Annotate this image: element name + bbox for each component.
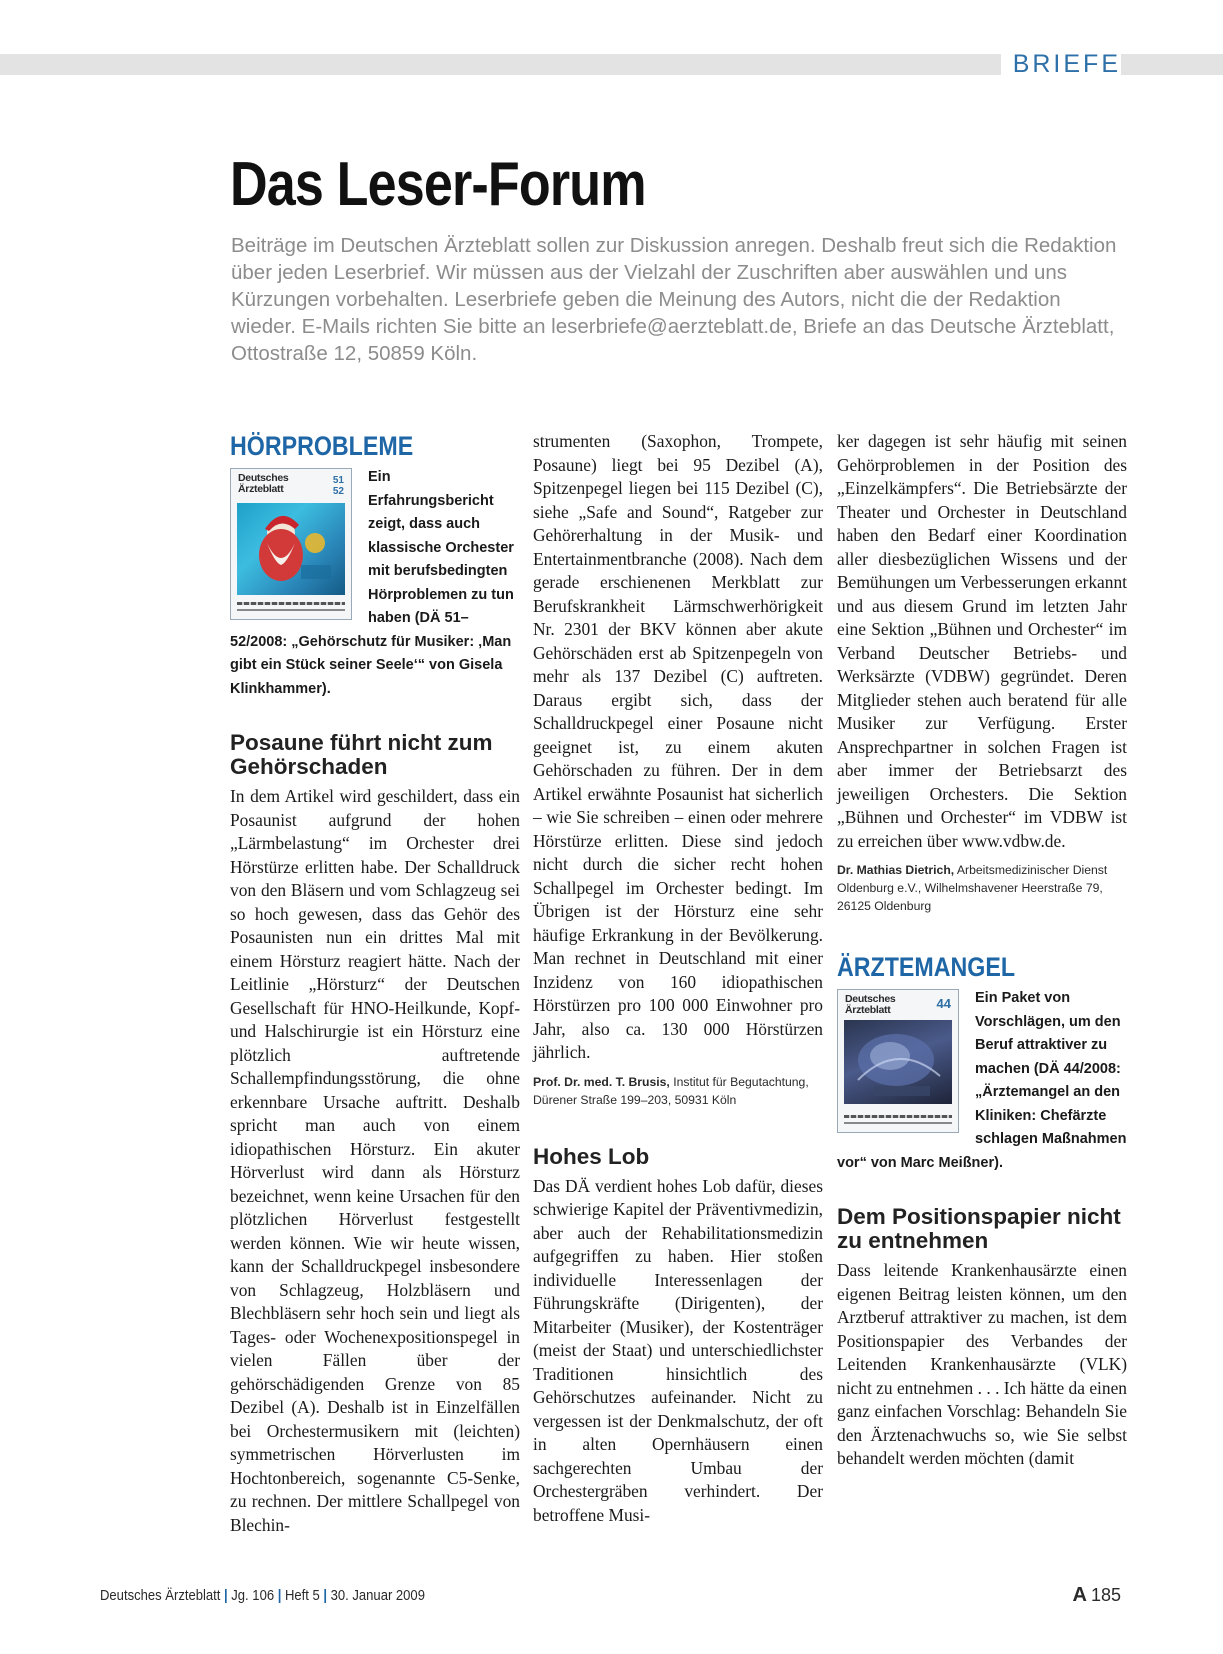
cover-illustration [237, 503, 345, 595]
topic-teaser-block [837, 987, 1127, 1175]
magazine-cover-thumbnail [837, 989, 959, 1133]
column-2 [533, 430, 823, 1527]
letter-heading: Hohes Lob [533, 1143, 650, 1169]
footer-date: 30. Januar 2009 [330, 1588, 425, 1604]
topic-kicker: ÄRZTEMANGEL [837, 952, 1016, 982]
section-label: BRIEFE [1001, 49, 1121, 79]
letter-signature [533, 1073, 823, 1109]
column-3 [837, 430, 1127, 1471]
letter-signature [837, 861, 1127, 915]
topic-teaser: Ein Erfahrungsbericht zeigt, dass auch klassische Orchester mit berufsbedingten Hörproblemen zu tun haben (DÄ 51–52/2008: „Gehörschutz für Musiker: ‚Man gibt ein Stück seiner Seele‘“ von Gisela Klinkhammer). [230, 469, 514, 697]
page-number: 185 [1090, 1585, 1121, 1605]
cover-brand: Deutsches Ärzteblatt [238, 472, 289, 495]
letter-body: Dass leitende Krankenhausärzte einen eigenen Beitrag leisten können, um den Arztberuf attraktiver zu machen, ist dem Positionspapier des Verbandes der Leitenden Krankenhausärzte (VLK) nicht zu entnehmen . . . Ich hätte da einen ganz einfachen Vorschlag: Behandeln Sie den Ärztenachwuchs so, wie Sie selbst behandelt werden möchten (damit [837, 1260, 1127, 1468]
footer-volume: Jg. 106 [231, 1588, 275, 1604]
cover-bar [844, 1122, 952, 1124]
author-name: Prof. Dr. med. T. Brusis, [533, 1074, 670, 1089]
letter-body: In dem Artikel wird geschildert, dass ein Posaunist aufgrund der hohen „Lärmbelastung“ im Orchester drei Hörstürze erlitten habe. Der Schalldruck von den Bläsern und vom Schlagzeug sei so hoch gewesen, dass das Gehör des Posaunisten nun ein drittes Mal mit einem Hörsturz reagiert hätte. Nach der Leitlinie „Hörsturz“ der Deutschen Gesellschaft für HNO-Heilkunde, Kopf- und Halschirurgie ist ein Hörsturz eine plötzlich auftretende Schallempfindungsstörung, die ohne erkennbare Ursache auftritt. Deshalb spricht man auch von einem idiopathischen Hörsturz. Ein akuter Hörverlust wird dann als Hörsturz bezeichnet, wenn keine Ursachen für den plötzlichen Hörverlust festgestellt werden können. Wie wir heute wissen, kann der Schalldruckpegel insbesondere von Schlagzeug, Holzbläsern und Blechbläsern sehr hoch sein und liegt als Tages- oder Wochenexpositionspegel in vielen Fällen über der gehörschädigenden Grenze von 85 Dezibel (A). Deshalb ist in Einzelfällen bei Orchestermusikern mit (leichten) symmetrischen Hörverlusten im Hochtonbereich, sogenannte C5-Senke, zu rechnen. Der mittlere Schallpegel von Blechin- [230, 786, 520, 1535]
cover-image [844, 1020, 952, 1104]
cover-bar [237, 602, 345, 605]
cover-image [237, 503, 345, 595]
cover-illustration [844, 1020, 952, 1104]
footer-separator: | [277, 1588, 282, 1604]
page-title: Das Leser-Forum [230, 150, 646, 219]
footer-separator: | [224, 1588, 228, 1604]
cover-brand: Deutsches Ärzteblatt [845, 993, 896, 1016]
footer-separator: | [323, 1588, 328, 1604]
topic-teaser: Ein Paket von Vorschlägen, um den Beruf attraktiver zu machen (DÄ 44/2008: „Ärztemangel an den Kliniken: Chefärzte schlagen Maßnahmen vor“ von Marc Meißner). [837, 990, 1127, 1171]
cover-bar [237, 609, 345, 611]
letter-heading: Posaune führt nicht zum Gehörschaden [230, 730, 493, 779]
footer-publication: Deutsches Ärzteblatt [100, 1588, 221, 1604]
page-number-block [1073, 1584, 1122, 1607]
letter-body-continued: strumenten (Saxophon, Trompete, Posaune) liegt bei 95 Dezibel (A), Spitzenpegel liegen bei 115 Dezibel (C), siehe „Safe and Sound“, Ratgeber zur Gehörerhaltung in der Musik- und Entertainmentbranche (2008). Nach dem gerade erschienenen Merkblatt zur Berufskrankheit Lärmschwerhörigkeit Nr. 2301 der BKV können aber akute Gehörschäden erst ab Spitzenpegeln von mehr als 137 Dezibel (C) auftreten. Daraus ergibt sich, dass der Schalldruckpegel einer Posaune nicht geeignet ist, zu einem akuten Gehörschaden zu führen. Der in dem Artikel erwähnte Posaunist hat sicherlich – wie Sie schreiben – einen oder mehrere Hörstürze erlitten. Diese sind jedoch nicht durch die sicher recht hohen Schallpegel im Orchester bedingt. Im Übrigen ist der Hörsturz eine sehr häufige Erkrankung in der Bevölkerung. Man rechnet in Deutschland mit einer Inzidenz von 160 idiopathischen Hörstürzen pro 100 000 Einwohner pro Jahr, also ca. 130 000 Hörstürzen jährlich. [533, 431, 823, 1062]
letter-body: Das DÄ verdient hohes Lob dafür, dieses schwierige Kapitel der Präventivmedizin, aber auch der Rehabilitationsmedizin aufgegriffen zu haben. Hier stoßen individuelle Interessenlagen der Führungskräfte (Dirigenten), der Mitarbeiter (Musiker), der Kostenträger (meist der Staat) und unterschiedlichster Traditionen hinsichtlich des Gehörschutzes aufeinander. Nicht zu vergessen ist der Denkmalschutz, der oft in alten Opernhäusern einen sachgerechten Umbau der Orchestergräben verhindert. Der betroffene Musi- [533, 1175, 823, 1525]
author-affiliation: Arbeitsmedizinischer Dienst Oldenburg e.V., Wilhelmshavener Heerstraße 79, 26125 Oldenburg [837, 863, 1108, 913]
letter-heading: Dem Positionspapier nicht zu entnehmen [837, 1204, 1121, 1253]
letter-body-continued: ker dagegen ist sehr häufig mit seinen Gehörproblemen in der Position des „Einzelkämpfers“. Die Betriebsärzte der Theater und Orchester in Deutschland haben den Bedarf einer Koordination aller diesbezüglichen Wissens und der Bemühungen um Verbesserungen erkannt und aus diesem Grund im letzten Jahr eine Sektion „Bühnen und Orchester“ im Verband Deutscher Betriebs- und Werksärzte (VDBW) gegründet. Deren Mitglieder stehen auch beratend für alle Musiker zur Verfügung. Erster Ansprechpartner in solchen Fragen ist aber immer der Betriebsarzt des jeweiligen Orchesters. Die Sektion „Bühnen und Orchester“ im VDBW ist zu erreichen über www.vdbw.de. [837, 431, 1127, 851]
page-section-letter: A [1072, 1584, 1087, 1606]
footer-issue: Heft 5 [284, 1588, 320, 1604]
magazine-cover-thumbnail [230, 468, 352, 620]
column-1 [230, 430, 520, 1537]
author-affiliation: Institut für Begutachtung, Dürener Straße 199–203, 50931 Köln [533, 1074, 809, 1107]
intro-text: Beiträge im Deutschen Ärzteblatt sollen zur Diskussion anregen. Deshalb freut sich die Redaktion über jeden Leserbrief. Wir müssen aus der Vielzahl der Zuschriften aber auswählen und uns Kürzungen vorbehalten. Leserbriefe geben die Meinung des Autors, nicht die der Redaktion wieder. E-Mails richten Sie bitte an leserbriefe@aerzteblatt.de, Briefe an das Deutsche Ärzteblatt, Ottostraße 12, 50859 Köln. [231, 234, 1117, 365]
footer-citation [100, 1588, 425, 1604]
cover-issue-top: 51 [332, 475, 344, 486]
author-name: Dr. Mathias Dietrich, [837, 863, 955, 877]
cover-bar [844, 1115, 952, 1118]
topic-teaser-block [230, 466, 520, 701]
topic-kicker: HÖRPROBLEME [230, 431, 414, 461]
cover-issue-number: 44 [936, 996, 951, 1011]
cover-issue-number [333, 475, 344, 497]
cover-issue-bottom: 52 [332, 486, 344, 497]
